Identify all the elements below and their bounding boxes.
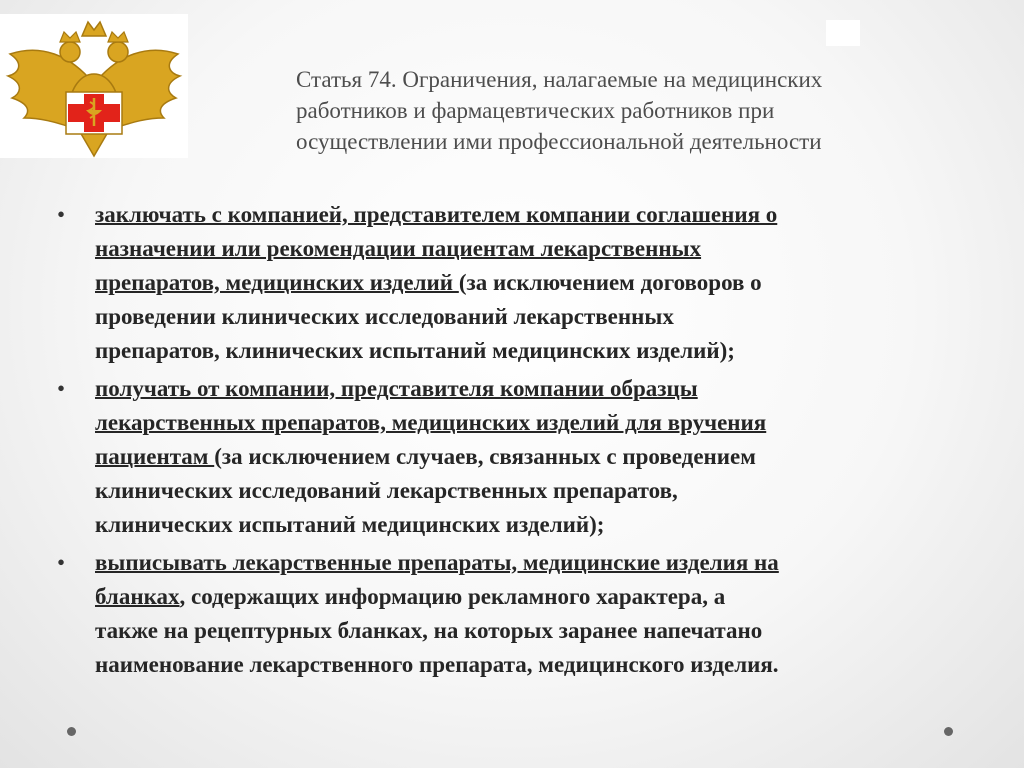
bullet-icon: •: [57, 202, 66, 227]
item-line: [95, 372, 1024, 406]
item-line: [95, 546, 1024, 580]
double-headed-eagle-icon: [0, 14, 188, 158]
slide-title: [296, 64, 986, 157]
item-line: [95, 300, 1024, 334]
title-line: Статья 74. Ограничения, налагаемые на медицинских: [296, 67, 823, 92]
underlined-text: пациентам: [95, 444, 215, 469]
underlined-text: получать от компании, представителя компании образцы: [95, 376, 698, 401]
item-line: [95, 440, 1024, 474]
underlined-text: бланках: [95, 584, 180, 609]
item-line: [95, 266, 1024, 300]
restrictions-list: [0, 198, 1024, 686]
bullet-icon: •: [57, 376, 66, 401]
item-line: [95, 232, 1024, 266]
list-item: [0, 198, 1024, 368]
plain-text: (за исключением договоров о: [458, 270, 762, 295]
underlined-text: заключать с компанией, представителем компании соглашения о: [95, 202, 778, 227]
plain-text: проведении клинических исследований лекарственных: [95, 304, 674, 329]
item-line: [95, 648, 1024, 682]
underlined-text: препаратов, медицинских изделий: [95, 270, 459, 295]
item-line: [95, 198, 1024, 232]
plain-text: (за исключением случаев, связанных с проведением: [214, 444, 756, 469]
list-item: [0, 372, 1024, 542]
plain-text: клинических исследований лекарственных препаратов,: [95, 478, 678, 503]
title-line: осуществлении ими профессиональной деятельности: [296, 129, 822, 154]
item-line: [95, 406, 1024, 440]
plain-text: , содержащих информацию рекламного характера, а: [179, 584, 726, 609]
plain-text: препаратов, клинических испытаний медицинских изделий);: [95, 338, 735, 363]
item-line: [95, 508, 1024, 542]
list-item: [0, 546, 1024, 682]
item-line: [95, 334, 1024, 368]
decorative-dot-left: [67, 727, 76, 736]
item-line: [95, 580, 1024, 614]
plain-text: клинических испытаний медицинских изделий);: [95, 512, 605, 537]
item-line: [95, 614, 1024, 648]
underlined-text: назначении или рекомендации пациентам лекарственных: [95, 236, 702, 261]
bullet-icon: •: [57, 550, 66, 575]
underlined-text: выписывать лекарственные препараты, медицинские изделия на: [95, 550, 779, 575]
ministry-emblem-logo: [0, 14, 188, 158]
underlined-text: лекарственных препаратов, медицинских изделий для вручения: [95, 410, 767, 435]
plain-text: также на рецептурных бланках, на которых заранее напечатано: [95, 618, 763, 643]
corner-white-box: [826, 20, 860, 46]
plain-text: наименование лекарственного препарата, медицинского изделия.: [95, 652, 779, 677]
item-line: [95, 474, 1024, 508]
decorative-dot-right: [944, 727, 953, 736]
title-line: работников и фармацевтических работников при: [296, 98, 775, 123]
